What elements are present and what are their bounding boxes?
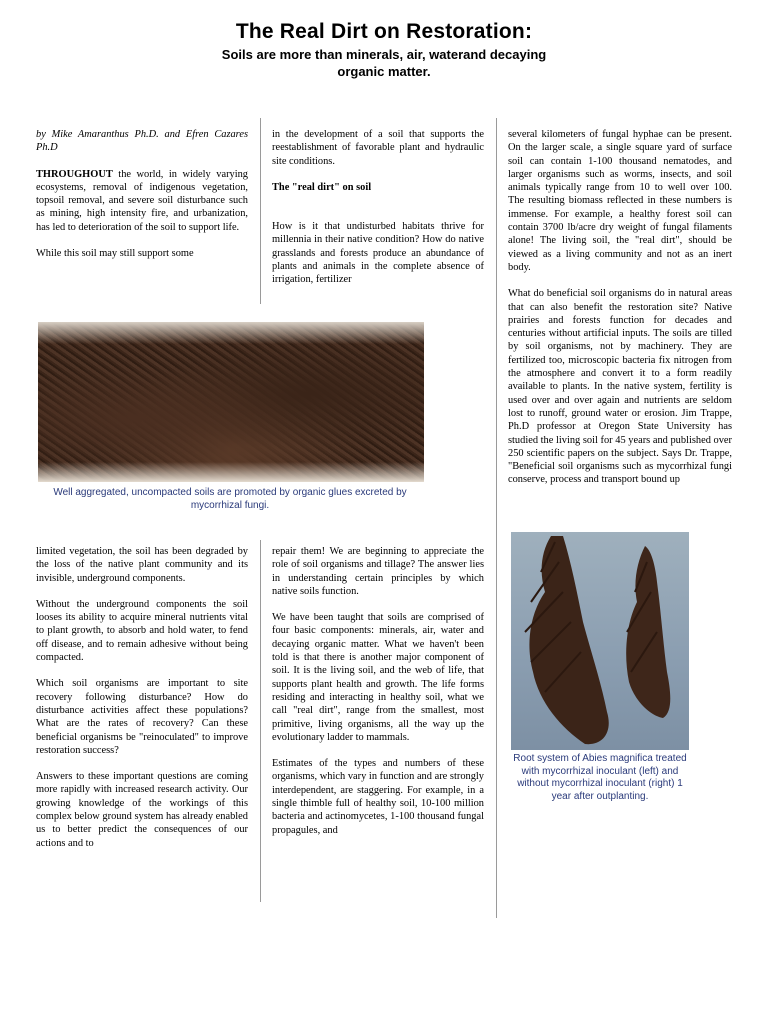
column-1-bottom — [36, 545, 248, 863]
root-system-illustration — [511, 532, 689, 750]
paragraph: How is it that undisturbed habitats thrive for millennia in their native condition? How do native grasslands and forests produce an abundance of plants and animals in the complete absence of irrigation, fertilizer — [272, 221, 484, 286]
column-rule-right — [496, 118, 497, 918]
lead-word: THROUGHOUT — [36, 168, 113, 180]
column-1-top — [36, 128, 248, 273]
paragraph: repair them! We are beginning to appreciate the role of soil organisms and tillage? The answer lies in understanding certain principles by which native soils function. — [272, 546, 484, 597]
paragraph: Answers to these important questions are coming more rapidly with increased research activity. Our growing knowledge of the workings of this complex below ground system has already enabled us to better predict the consequences of our actions and to — [36, 771, 248, 849]
column-rule-top-left — [260, 118, 261, 304]
byline: by Mike Amaranthus Ph.D. and Efren Cazares Ph.D — [36, 129, 248, 154]
paragraph: Without the underground components the soil looses its ability to acquire mineral nutrients vital to plant growth, to absorb and hold water, to fend off disease, and to remain adhesive without being compacted. — [36, 598, 248, 664]
paragraph: What do beneficial soil organisms do in natural areas that can also benefit the restoration site? Native prairies and forests function for decades and centuries without artificial inputs. The soils are tilled by soil organisms, not by machinery. They are fertilized too, microscopic bacteria fix nitrogen from the atmosphere and convert it to a form readily available to plants. In the native system, fertility is used over and over again and nutrients are seldom lost to runoff, ground water or erosion. Jim Trappe, Ph.D professor at Oregon State University has studied the living soil for 45 years and published over 250 scientific papers on the subject. Says Dr. Trappe, "Beneficial soil organisms such as mycorrhizal fungi conserve, process and transport bound up — [508, 288, 732, 486]
soil-photo — [38, 322, 424, 482]
paragraph: limited vegetation, the soil has been degraded by the loss of the native plant community and its invisible, underground components. — [36, 546, 248, 584]
paragraph: While this soil may still support some — [36, 248, 194, 260]
paragraph: Which soil organisms are important to site recovery following disturbance? How do disturbance activities affect these populations? What are the rates of recovery? Can these beneficial organisms be "reinoculated" to improve restoration success? — [36, 678, 248, 756]
intro-paragraph — [36, 168, 248, 234]
page-title: The Real Dirt on Restoration: — [235, 20, 533, 43]
page-subtitle: Soils are more than minerals, air, waterand decaying organic matter. — [221, 47, 547, 79]
intro-text: the world, in widely varying ecosystems, removal of indigenous vegetation, topsoil removal, and severe soil disturbance such as mining, high intensity fire, and urbanization, has led to deterioration of the soil to support life. — [36, 168, 248, 233]
column-rule-bottom-left — [260, 540, 261, 902]
soil-photo-caption: Well aggregated, uncompacted soils are promoted by organic glues excreted by mycorrhizal fungi. — [53, 487, 407, 511]
root-photo-caption: Root system of Abies magnifica treated with mycorrhizal inoculant (left) and without mycorrhizal inoculant (right) 1 year after outplanting. — [513, 753, 687, 802]
column-2-top — [272, 128, 484, 300]
column-3 — [508, 128, 732, 500]
root-system-photo — [511, 532, 689, 750]
column-2-bottom — [272, 545, 484, 850]
paragraph: several kilometers of fungal hyphae can be present. On the larger scale, a single square yard of surface soil can contain 1-100 thousand nematodes, and larger organisms such as worms, insects, and soil animals typically range from 10 to well over 100. The resulting biomass reflected in these numbers is immense. For example, a healthy forest soil can contain 3700 lb/acre dry weight of fungal filaments alone! The living soil, the "real dirt", should be viewed as a living community and not as an inert body. — [508, 129, 732, 273]
paragraph: Estimates of the types and numbers of these organisms, which vary in function and are strongly interdependent, are staggering. For example, in a single thimble full of healthy soil, 10-100 million bacteria and actinomycetes, 1-100 thousand fungal propagules, and — [272, 758, 484, 836]
paragraph: in the development of a soil that supports the reestablishment of favorable plant and hydraulic site conditions. — [272, 129, 484, 167]
section-heading: The "real dirt" on soil — [272, 181, 372, 193]
paragraph: We have been taught that soils are comprised of four basic components: minerals, air, water and decaying organic matter. What we haven't been told is that there is another major component of soil. It is the living soil, and the web of life, that supports plant health and growth. The life forms residing and interacting in healthy soil, what we call "real dirt", range from the smallest, most primitive, living organisms, all the way up the evolutionary ladder to mammals. — [272, 612, 484, 743]
